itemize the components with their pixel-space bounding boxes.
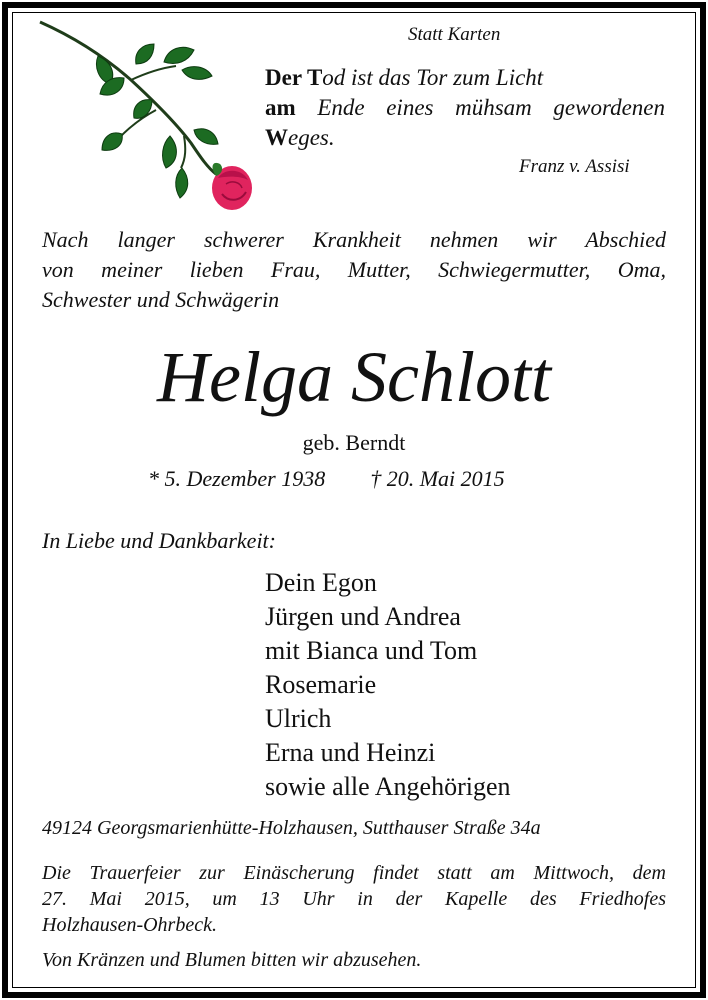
death-date: † 20. Mai 2015: [370, 466, 505, 491]
funeral-info: [42, 860, 666, 938]
funeral-line-3: Holzhausen-Ohrbeck.: [42, 914, 217, 936]
deceased-name: Helga Schlott: [157, 337, 551, 417]
funeral-line-1: Die Trauerfeier zur Einäscherung findet statt am Mittwoch, dem: [42, 862, 666, 884]
quote-line-3: [265, 123, 665, 153]
mourner-name: Erna und Heinzi: [265, 738, 436, 767]
quote-author: Franz v. Assisi: [519, 156, 630, 177]
mourners-list: [265, 566, 511, 804]
life-dates: [148, 466, 505, 492]
quote-line-3-rest: eges.: [288, 125, 335, 150]
mourner-name: sowie alle Angehörigen: [265, 772, 511, 801]
rose-icon: [36, 18, 266, 218]
intro-line-3: Schwester und Schwägerin: [42, 287, 280, 312]
quote-line-2: [265, 93, 665, 123]
quote-line-3-bold: W: [265, 125, 288, 150]
intro-text: [42, 225, 666, 315]
mourner-name: mit Bianca und Tom: [265, 636, 478, 665]
quote-line-1-rest: od ist das Tor zum Licht: [322, 65, 544, 90]
quote: [265, 63, 665, 153]
quote-line-1: [265, 63, 665, 93]
address: 49124 Georgsmarienhütte-Holzhausen, Sutthauser Straße 34a: [42, 817, 541, 839]
funeral-line-2: 27. Mai 2015, um 13 Uhr in der Kapelle des Friedhofes: [42, 888, 666, 910]
quote-line-2-bold: am: [265, 95, 296, 120]
quote-line-1-bold: Der T: [265, 65, 323, 90]
intro-line-2: von meiner lieben Frau, Mutter, Schwiegermutter, Oma,: [42, 257, 666, 282]
mourner-name: Rosemarie: [265, 670, 377, 699]
mourner-name: Dein Egon: [265, 568, 377, 597]
quote-line-2-rest: Ende eines mühsam gewordenen: [295, 95, 665, 120]
birth-name: geb. Berndt: [302, 430, 406, 455]
mourners-heading: In Liebe und Dankbarkeit:: [42, 528, 276, 553]
mourner-name: Ulrich: [265, 704, 332, 733]
intro-line-1: Nach langer schwerer Krankheit nehmen wir Abschied: [42, 227, 666, 252]
flowers-note: Von Kränzen und Blumen bitten wir abzusehen.: [42, 949, 422, 971]
mourner-name: Jürgen und Andrea: [265, 602, 461, 631]
birth-date: * 5. Dezember 1938: [148, 466, 326, 491]
statt-karten-label: Statt Karten: [408, 24, 501, 45]
